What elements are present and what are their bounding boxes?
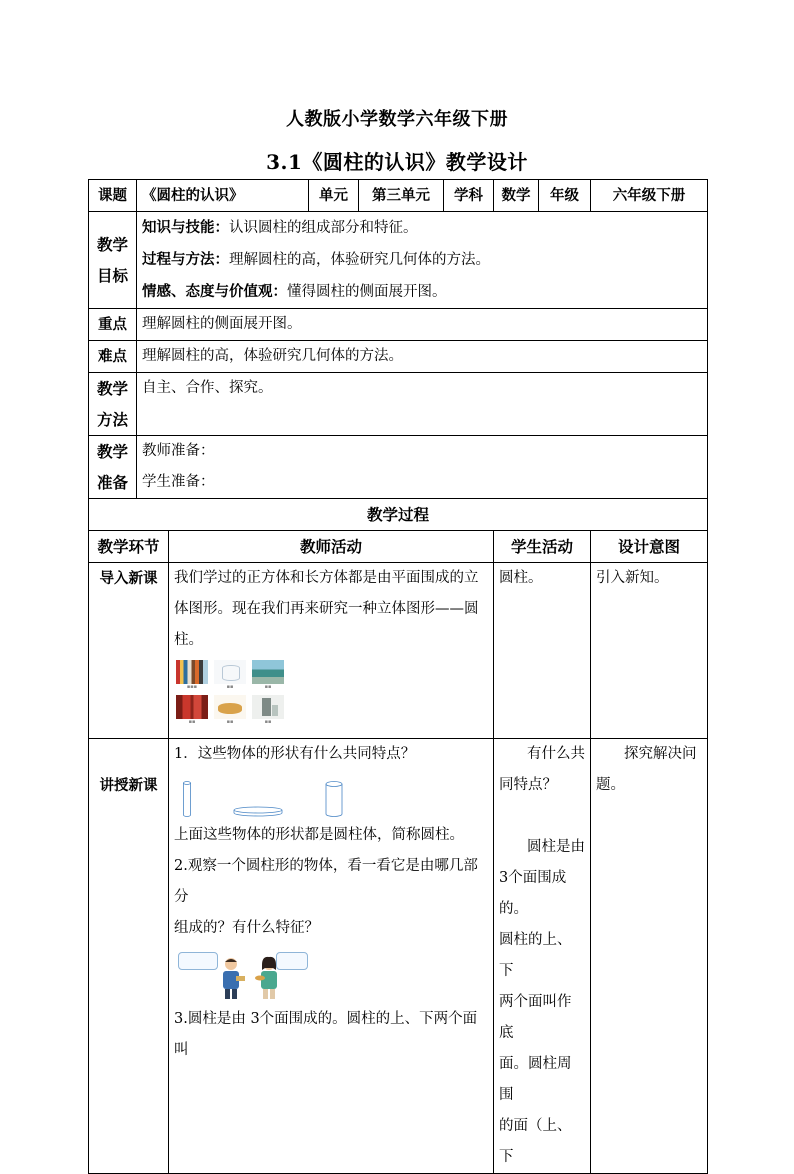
key-point-row <box>89 309 708 341</box>
intro-stage: 导入新课 <box>89 563 169 739</box>
lecture-purpose-line: 题。 <box>596 777 625 793</box>
lecture-student-line: 面。圆柱周围 <box>499 1056 572 1103</box>
header-purpose: 设计意图 <box>591 531 708 563</box>
wide-cylinder-icon <box>324 780 344 818</box>
teacher-prep: 教师准备： <box>142 443 215 459</box>
thin-cylinder-icon <box>182 780 192 818</box>
photo-cake: ▪▪ <box>214 695 246 725</box>
lecture-purpose-line: 探究解决问 <box>624 746 697 762</box>
goals-row <box>89 212 708 309</box>
header-stage: 教学环节 <box>89 531 169 563</box>
preparation-label <box>89 436 137 499</box>
photo-pens: ▪▪▪ <box>176 660 208 690</box>
method-text: 自主、合作、探究。 <box>137 373 708 436</box>
topic-value: 《圆柱的认识》 <box>137 180 309 212</box>
photo-glass: ▪▪ <box>214 660 246 690</box>
process-header-row <box>89 531 708 563</box>
photo-tanks: ▪▪ <box>252 660 284 690</box>
lecture-student <box>494 739 591 1174</box>
photo-pillars: ▪▪ <box>176 695 208 725</box>
lecture-student-line: 圆柱是由 <box>527 839 585 855</box>
info-row <box>89 180 708 212</box>
students-illustration <box>176 950 326 1000</box>
header-student: 学生活动 <box>494 531 591 563</box>
lecture-question-3: 3.圆柱是由 3个面围成的。圆柱的上、下两个面叫 <box>174 1011 478 1058</box>
goal-item: 过程与方法：理解圆柱的高，体验研究几何体的方法。 <box>142 251 490 268</box>
header-teacher: 教师活动 <box>169 531 494 563</box>
goals-label-text: 教学目标 <box>96 235 128 285</box>
lecture-purpose <box>591 739 708 1174</box>
key-point-text: 理解圆柱的侧面展开图。 <box>137 309 708 341</box>
unit-label: 单元 <box>309 180 359 212</box>
preparation-content <box>137 436 708 499</box>
subject-value: 数学 <box>494 180 539 212</box>
lecture-student-line <box>499 801 585 832</box>
intro-teacher-line: 体图形。现在我们再来研究一种立体图形——圆 <box>174 601 479 617</box>
intro-purpose: 引入新知。 <box>591 563 708 739</box>
goals-content <box>137 212 708 309</box>
grade-value: 六年级下册 <box>591 180 708 212</box>
student-prep: 学生准备： <box>142 474 215 490</box>
cylinder-sketches <box>182 776 488 818</box>
lesson-plan-table <box>88 179 708 1174</box>
topic-label: 课题 <box>89 180 137 212</box>
intro-student: 圆柱。 <box>494 563 591 739</box>
method-label-text: 教学方法 <box>96 379 128 429</box>
lecture-question-1: 1．这些物体的形状有什么共同特点？ <box>174 746 416 762</box>
goal-item: 知识与技能：认识圆柱的组成部分和特征。 <box>142 219 418 236</box>
cylinder-objects-photos <box>176 660 488 725</box>
document-subtitle: 3.1《圆柱的认识》教学设计 <box>266 150 528 174</box>
lecture-question-2-line: 组成的？有什么特征？ <box>174 920 319 936</box>
preparation-row <box>89 436 708 499</box>
photo-machine: ▪▪ <box>252 695 284 725</box>
lecture-student-line: 同特点？ <box>499 777 557 793</box>
process-title: 教学过程 <box>89 499 708 531</box>
lecture-row <box>89 739 708 1174</box>
process-title-row <box>89 499 708 531</box>
lecture-student-line: 两个面叫作底 <box>499 994 572 1041</box>
intro-teacher <box>169 563 494 739</box>
lecture-student-line: 有什么共 <box>527 746 585 762</box>
goal-item: 情感、态度与价值观：懂得圆柱的侧面展开图。 <box>142 283 447 300</box>
intro-teacher-line: 柱。 <box>174 632 203 648</box>
preparation-label-text: 教学准备 <box>96 442 128 492</box>
lecture-teacher <box>169 739 494 1174</box>
difficulty-row <box>89 341 708 373</box>
goals-label <box>89 212 137 309</box>
method-label <box>89 373 137 436</box>
lecture-question-2-line: 2.观察一个圆柱形的物体，看一看它是由哪几部分 <box>174 858 478 905</box>
unit-value: 第三单元 <box>359 180 444 212</box>
lecture-stage: 讲授新课 <box>89 739 169 1174</box>
girl-figure-icon <box>254 956 284 1000</box>
lecture-student-line: 圆柱的上、下 <box>499 932 572 979</box>
lecture-student-line: 3个面围成的。 <box>499 870 567 917</box>
boy-figure-icon <box>216 956 246 1000</box>
speech-bubble-left <box>178 952 218 970</box>
difficulty-label: 难点 <box>89 341 137 373</box>
document-title: 人教版小学数学六年级下册 <box>286 109 508 130</box>
flat-cylinder-icon <box>232 806 284 818</box>
key-point-label: 重点 <box>89 309 137 341</box>
intro-row <box>89 563 708 739</box>
subject-label: 学科 <box>444 180 494 212</box>
grade-label: 年级 <box>539 180 591 212</box>
lecture-statement: 上面这些物体的形状都是圆柱体，简称圆柱。 <box>174 827 464 843</box>
method-row <box>89 373 708 436</box>
difficulty-text: 理解圆柱的高，体验研究几何体的方法。 <box>137 341 708 373</box>
lecture-student-line: 的面（上、下 <box>499 1118 572 1165</box>
intro-teacher-line: 我们学过的正方体和长方体都是由平面围成的立 <box>174 570 479 586</box>
